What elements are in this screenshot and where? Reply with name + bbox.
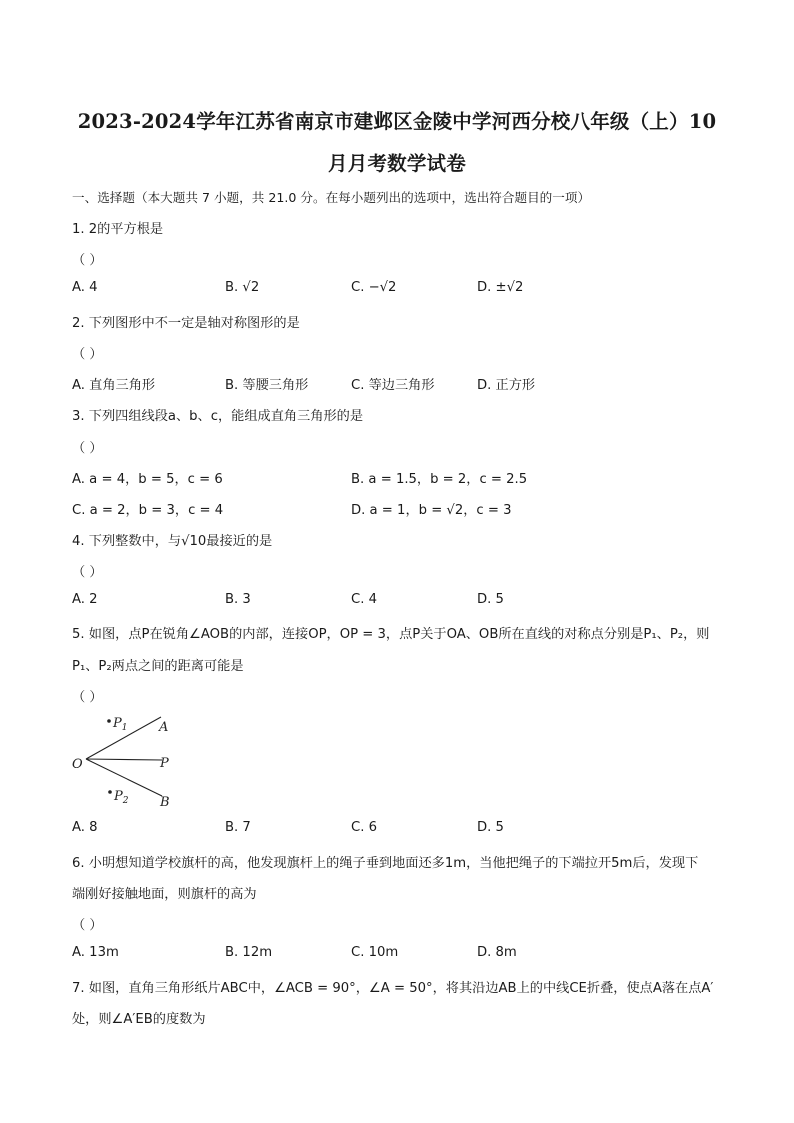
question-2-option-a: A. 直角三角形 bbox=[72, 378, 156, 393]
question-6-stem-line2: 端刚好接触地面，则旗杆的高为 bbox=[72, 887, 257, 902]
question-7-stem-line2: 处，则∠A′EB的度数为 bbox=[72, 1012, 206, 1027]
question-5-option-b: B. 7 bbox=[225, 820, 251, 835]
question-2-option-d: D. 正方形 bbox=[477, 378, 536, 393]
label-b: B bbox=[160, 795, 170, 810]
question-7-stem-line1: 7. 如图，直角三角形纸片ABC中，∠ACB = 90°，∠A = 50°，将其沿边AB上的中线CE折叠，使点A落在点A′ bbox=[72, 981, 714, 996]
question-2-option-b: B. 等腰三角形 bbox=[225, 378, 309, 393]
question-6-option-d: D. 8m bbox=[477, 945, 517, 960]
question-2-stem: 2. 下列图形中不一定是轴对称图形的是 bbox=[72, 316, 300, 331]
question-2-answer-paren: （ ） bbox=[72, 347, 103, 362]
question-3-option-d: D. a = 1，b = √2，c = 3 bbox=[351, 503, 512, 518]
question-6-answer-paren: （ ） bbox=[72, 918, 103, 933]
question-6-option-b: B. 12m bbox=[225, 945, 273, 960]
question-3-option-b: B. a = 1.5，b = 2，c = 2.5 bbox=[351, 472, 528, 487]
label-p: P bbox=[160, 756, 169, 771]
question-1-option-a: A. 4 bbox=[72, 280, 98, 295]
label-p2: $P_2$ bbox=[114, 789, 129, 806]
question-5-stem-line1: 5. 如图，点P在锐角∠AOB的内部，连接OP，OP = 3，点P关于OA、OB所在直线的对称点分别是P₁、P₂，则 bbox=[72, 627, 710, 642]
question-6-option-a: A. 13m bbox=[72, 945, 119, 960]
question-5-answer-paren: （ ） bbox=[72, 690, 103, 705]
question-3-option-c: C. a = 2，b = 3，c = 4 bbox=[72, 503, 224, 518]
question-1-option-b: B. √2 bbox=[225, 280, 260, 295]
question-1-option-c: C. −√2 bbox=[351, 280, 397, 295]
question-3-option-a: A. a = 4，b = 5，c = 6 bbox=[72, 472, 223, 487]
segment-op bbox=[86, 759, 162, 760]
point-p1-dot bbox=[107, 719, 111, 723]
question-1-stem: 1. 2的平方根是 bbox=[72, 222, 164, 237]
question-4-option-a: A. 2 bbox=[72, 592, 98, 607]
question-2-option-c: C. 等边三角形 bbox=[351, 378, 435, 393]
question-5-option-a: A. 8 bbox=[72, 820, 98, 835]
question-6-stem-line1: 6. 小明想知道学校旗杆的高，他发现旗杆上的绳子垂到地面还多1m，当他把绳子的下端拉开5m后，发现下 bbox=[72, 856, 699, 871]
question-1-option-d: D. ±√2 bbox=[477, 280, 524, 295]
label-o: O bbox=[72, 757, 83, 772]
ray-ob bbox=[86, 759, 162, 796]
question-6-option-c: C. 10m bbox=[351, 945, 399, 960]
label-a: A bbox=[159, 720, 169, 735]
question-3-answer-paren: （ ） bbox=[72, 441, 103, 456]
angle-aob-figure bbox=[66, 710, 196, 814]
question-5-option-d: D. 5 bbox=[477, 820, 504, 835]
point-p2-dot bbox=[108, 790, 112, 794]
question-4-option-c: C. 4 bbox=[351, 592, 377, 607]
question-1-answer-paren: （ ） bbox=[72, 253, 103, 268]
question-4-answer-paren: （ ） bbox=[72, 565, 103, 580]
question-5-option-c: C. 6 bbox=[351, 820, 377, 835]
exam-title-line2: 月月考数学试卷 bbox=[328, 152, 466, 175]
question-4-option-b: B. 3 bbox=[225, 592, 251, 607]
label-p1: $P_1$ bbox=[113, 716, 128, 733]
question-3-stem: 3. 下列四组线段a、b、c，能组成直角三角形的是 bbox=[72, 409, 364, 424]
section-heading: 一、选择题（本大题共 7 小题，共 21.0 分。在每小题列出的选项中，选出符合题目的一项） bbox=[72, 190, 591, 205]
exam-title-line1: 2023-2024学年江苏省南京市建邺区金陵中学河西分校八年级（上）10 bbox=[77, 110, 717, 133]
question-5-stem-line2: P₁、P₂两点之间的距离可能是 bbox=[72, 659, 244, 674]
question-4-option-d: D. 5 bbox=[477, 592, 504, 607]
question-4-stem: 4. 下列整数中，与√10最接近的是 bbox=[72, 534, 273, 549]
